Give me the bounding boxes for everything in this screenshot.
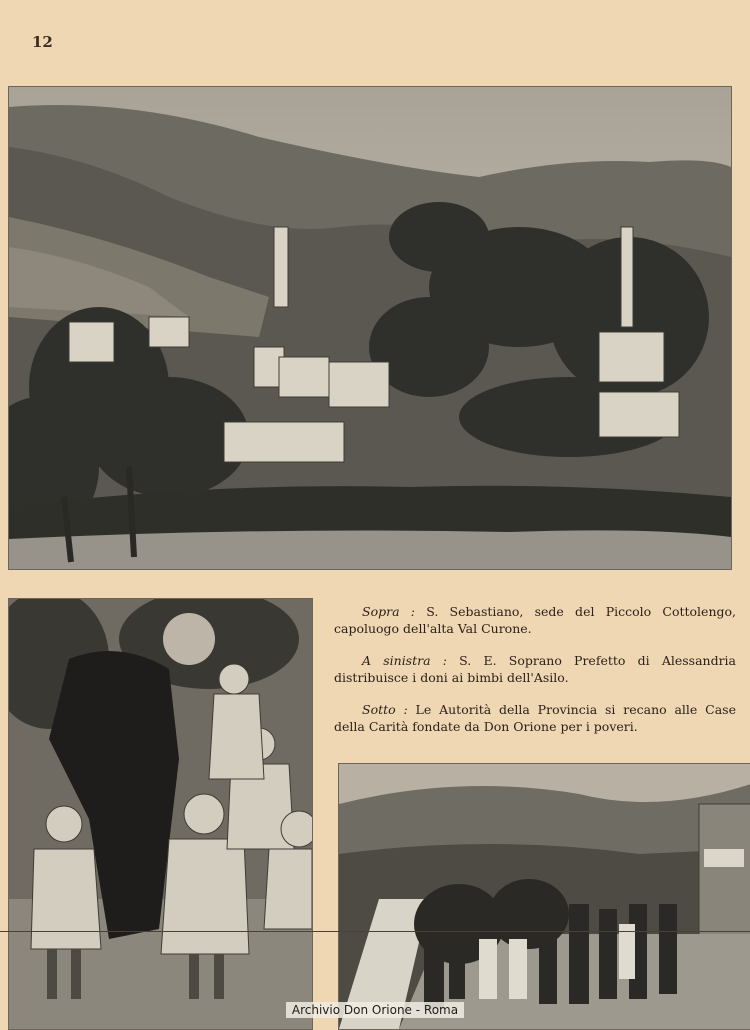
children-photo <box>8 598 313 1030</box>
caption-lead: Sopra : <box>362 604 415 619</box>
caption-text: S. E. Soprano Prefetto di Alessandria distribuisce i doni ai bimbi dell'Asilo. <box>334 653 737 685</box>
archive-label: Archivio Don Orione - Roma <box>286 1002 464 1018</box>
caption-lead: A sinistra : <box>362 653 447 668</box>
procession-photo <box>338 763 750 1030</box>
caption-lead: Sotto : <box>362 702 408 717</box>
caption-top <box>334 603 736 637</box>
people-photo-icon <box>9 599 312 1029</box>
caption-text: S. Sebastiano, sede del Piccolo Cottolengo, capoluogo dell'alta Val Curone. <box>334 604 736 636</box>
caption-bottom <box>334 701 736 735</box>
archive-watermark <box>0 1003 750 1017</box>
caption-left <box>334 652 736 686</box>
caption-block <box>334 603 736 750</box>
caption-text: Le Autorità della Provincia si recano alle Case della Carità fondate da Don Orione per i poveri. <box>334 702 736 734</box>
landscape-photo <box>8 86 732 570</box>
procession-photo-icon <box>339 764 750 1029</box>
landscape-photo-icon <box>9 87 731 569</box>
page-number: 12 <box>32 33 53 51</box>
footer-rule <box>0 931 750 932</box>
